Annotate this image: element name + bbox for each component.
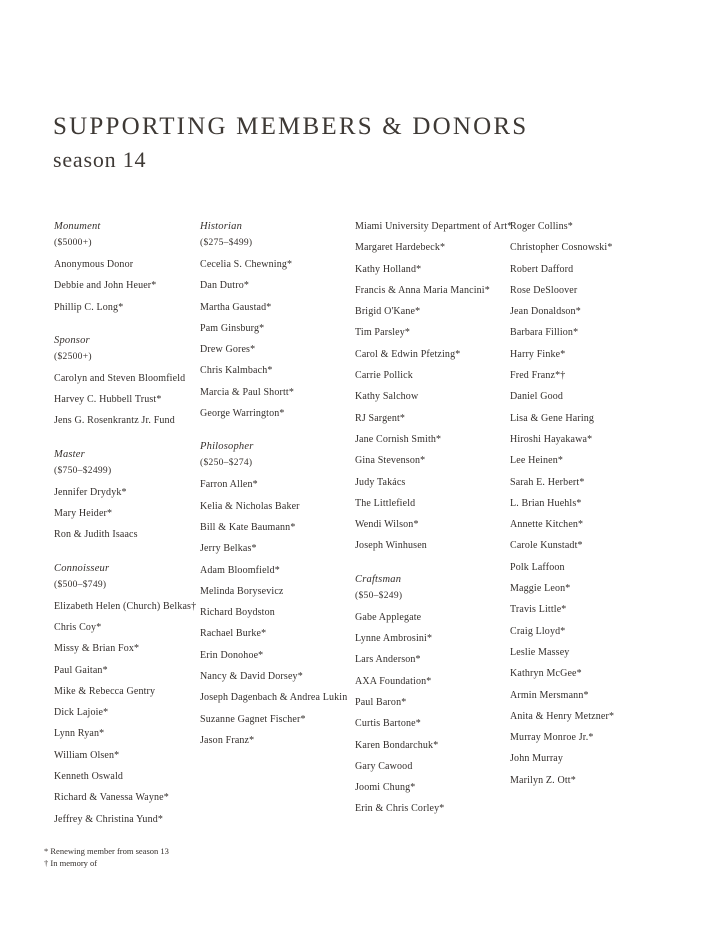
donor-entry: Travis Little* bbox=[510, 604, 567, 616]
donor-entry: Murray Monroe Jr.* bbox=[510, 732, 594, 744]
donor-entry: Dick Lajoie* bbox=[54, 707, 109, 719]
donor-entry: Sarah E. Herbert* bbox=[510, 476, 585, 488]
tier-name: Craftsman bbox=[355, 573, 402, 585]
donor-column-2 bbox=[200, 222, 350, 757]
footnote-memory: † In memory of bbox=[44, 858, 98, 868]
donor-entry: Ron & Judith Isaacs bbox=[54, 529, 138, 541]
donor-entry: Robert Dafford bbox=[510, 263, 574, 275]
footnote-renewing: * Renewing member from season 13 bbox=[44, 846, 169, 856]
tier-section bbox=[54, 324, 200, 427]
donor-entry: Elizabeth Helen (Church) Belkas† bbox=[54, 600, 197, 612]
tier-range: ($750–$2499) bbox=[54, 465, 112, 476]
donor-entry: Debbie and John Heuer* bbox=[54, 280, 157, 292]
donor-entry: Chris Kalmbach* bbox=[200, 365, 273, 377]
donor-entry: Hiroshi Hayakawa* bbox=[510, 433, 593, 445]
donor-entry: Richard Boydston bbox=[200, 607, 275, 619]
donor-entry: RJ Sargent* bbox=[355, 412, 406, 424]
donor-entry: Bill & Kate Baumann* bbox=[200, 521, 296, 533]
tier-section bbox=[54, 552, 200, 825]
donor-entry: George Warrington* bbox=[200, 408, 285, 420]
donor-entry: Miami University Department of Art* bbox=[355, 221, 513, 232]
donor-entry: Kathryn McGee* bbox=[510, 668, 582, 680]
donor-entry: Karen Bondarchuk* bbox=[355, 739, 439, 751]
tier-name: Philosopher bbox=[200, 441, 254, 453]
tier-section bbox=[355, 221, 513, 552]
donor-entry: Brigid O'Kane* bbox=[355, 306, 421, 318]
donor-entry: Kathy Holland* bbox=[355, 263, 422, 275]
donor-entry: Harry Finke* bbox=[510, 348, 566, 360]
tier-name: Sponsor bbox=[54, 334, 90, 346]
donor-entry: Jennifer Drydyk* bbox=[54, 486, 127, 498]
donor-entry: Rose DeSloover bbox=[510, 284, 578, 296]
donor-entry: Melinda Borysevicz bbox=[200, 585, 284, 597]
donor-column-3 bbox=[355, 221, 513, 826]
donor-entry: Joomi Chung* bbox=[355, 782, 416, 794]
tier-name: Connoisseur bbox=[54, 562, 110, 574]
tier-section bbox=[510, 222, 680, 786]
donor-entry: Jeffrey & Christina Yund* bbox=[54, 813, 164, 825]
donor-entry: Mary Heider* bbox=[54, 508, 113, 520]
donor-entry: Wendi Wilson* bbox=[355, 519, 419, 531]
donor-entry: Leslie Massey bbox=[510, 646, 570, 658]
donor-entry: Daniel Good bbox=[510, 391, 564, 403]
tier-section bbox=[200, 222, 350, 419]
tier-section bbox=[54, 222, 200, 313]
donor-entry: Jean Donaldson* bbox=[510, 306, 581, 318]
donor-entry: Paul Gaitan* bbox=[54, 664, 108, 676]
donor-entry: Martha Gaustad* bbox=[200, 301, 272, 313]
tier-section bbox=[355, 563, 507, 815]
donor-entry: Francis & Anna Maria Mancini* bbox=[355, 284, 490, 296]
donor-column-1 bbox=[54, 222, 200, 836]
donor-entry: William Olsen* bbox=[54, 749, 120, 761]
donor-entry: Cecelia S. Chewning* bbox=[200, 259, 293, 270]
donor-entry: Kelia & Nicholas Baker bbox=[200, 500, 300, 512]
tier-section bbox=[54, 438, 200, 541]
donor-entry: Lee Heinen* bbox=[510, 455, 564, 467]
donor-entry: Carol & Edwin Pfetzing* bbox=[355, 348, 461, 360]
donor-entry: Carole Kunstadt* bbox=[510, 540, 583, 552]
donor-entry: Rachael Burke* bbox=[200, 628, 267, 640]
donor-entry: Erin & Chris Corley* bbox=[355, 803, 445, 815]
donor-entry: Lynn Ryan* bbox=[54, 728, 105, 740]
donor-entry: Jason Franz* bbox=[200, 734, 255, 746]
donor-entry: Phillip C. Long* bbox=[54, 301, 124, 313]
donor-entry: Gabe Applegate bbox=[355, 611, 422, 623]
donor-entry: Carrie Pollick bbox=[355, 370, 413, 382]
donor-entry: Nancy & David Dorsey* bbox=[200, 671, 303, 683]
donor-entry: Harvey C. Hubbell Trust* bbox=[54, 394, 162, 406]
donor-entry: Tim Parsley* bbox=[355, 327, 411, 339]
donor-entry: Kenneth Oswald bbox=[54, 771, 124, 783]
donor-entry: Kathy Salchow bbox=[355, 391, 419, 403]
donor-entry: Fred Franz*† bbox=[510, 370, 566, 382]
donor-entry: Drew Gores* bbox=[200, 344, 256, 356]
donor-entry: Curtis Bartone* bbox=[355, 718, 421, 730]
page-title: SUPPORTING MEMBERS & DONORS bbox=[53, 113, 529, 140]
donor-entry: Margaret Hardebeck* bbox=[355, 242, 446, 254]
donor-entry: Jane Cornish Smith* bbox=[355, 433, 442, 445]
donor-entry: Anonymous Donor bbox=[54, 259, 134, 270]
donor-entry: Christopher Cosnowski* bbox=[510, 242, 613, 254]
donor-entry: Dan Dutro* bbox=[200, 280, 249, 292]
donor-entry: Judy Takács bbox=[355, 476, 406, 488]
donor-entry: Jens G. Rosenkrantz Jr. Fund bbox=[54, 415, 175, 427]
donor-entry: Mike & Rebecca Gentry bbox=[54, 685, 156, 697]
donor-entry: Anita & Henry Metzner* bbox=[510, 710, 615, 722]
tier-range: ($500–$749) bbox=[54, 579, 107, 590]
donor-entry: Pam Ginsburg* bbox=[200, 322, 265, 334]
tier-name: Master bbox=[54, 448, 85, 460]
donor-entry: Marcia & Paul Shortt* bbox=[200, 386, 294, 398]
donor-entry: Joseph Dagenbach & Andrea Lukin bbox=[200, 692, 348, 704]
donor-entry: Gary Cawood bbox=[355, 760, 413, 772]
donor-entry: Chris Coy* bbox=[54, 621, 102, 633]
donor-entry: Gina Stevenson* bbox=[355, 455, 426, 467]
tier-name: Historian bbox=[200, 221, 243, 232]
donor-entry: Missy & Brian Fox* bbox=[54, 643, 140, 655]
tier-name: Monument bbox=[54, 221, 101, 232]
donor-entry: Polk Laffoon bbox=[510, 561, 565, 573]
donor-entry: Marilyn Z. Ott* bbox=[510, 774, 576, 786]
donor-entry: L. Brian Huehls* bbox=[510, 497, 582, 509]
tier-range: ($5000+) bbox=[54, 238, 92, 248]
donor-entry: Paul Baron* bbox=[355, 696, 407, 708]
donor-entry: Adam Bloomfield* bbox=[200, 564, 280, 576]
donor-entry: John Murray bbox=[510, 753, 564, 765]
donor-entry: Lisa & Gene Haring bbox=[510, 412, 595, 424]
donor-entry: Craig Lloyd* bbox=[510, 625, 566, 637]
donor-entry: Erin Donohoe* bbox=[200, 649, 264, 661]
donor-entry: AXA Foundation* bbox=[355, 675, 432, 687]
donor-entry: Annette Kitchen* bbox=[510, 519, 584, 531]
donor-entry: Barbara Fillion* bbox=[510, 327, 579, 339]
donor-entry: Lynne Ambrosini* bbox=[355, 633, 433, 645]
donor-entry: Carolyn and Steven Bloomfield bbox=[54, 372, 186, 384]
donor-entry: Farron Allen* bbox=[200, 479, 258, 491]
donor-entry: The Littlefield bbox=[355, 497, 416, 509]
footnotes bbox=[44, 845, 169, 869]
donor-entry: Joseph Winhusen bbox=[355, 540, 427, 552]
donor-entry: Suzanne Gagnet Fischer* bbox=[200, 713, 306, 725]
donor-entry: Armin Mersmann* bbox=[510, 689, 589, 701]
tier-range: ($250–$274) bbox=[200, 458, 253, 469]
donor-entry: Roger Collins* bbox=[510, 221, 573, 232]
donor-entry: Lars Anderson* bbox=[355, 654, 421, 666]
donor-entry: Richard & Vanessa Wayne* bbox=[54, 792, 169, 804]
tier-range: ($50–$249) bbox=[355, 590, 403, 601]
tier-section bbox=[200, 430, 350, 746]
donor-entry: Jerry Belkas* bbox=[200, 543, 257, 555]
tier-range: ($2500+) bbox=[54, 351, 92, 362]
donor-column-4 bbox=[510, 222, 680, 797]
tier-range: ($275–$499) bbox=[200, 238, 253, 248]
page-subtitle: season 14 bbox=[53, 147, 147, 172]
donor-entry: Maggie Leon* bbox=[510, 583, 571, 595]
